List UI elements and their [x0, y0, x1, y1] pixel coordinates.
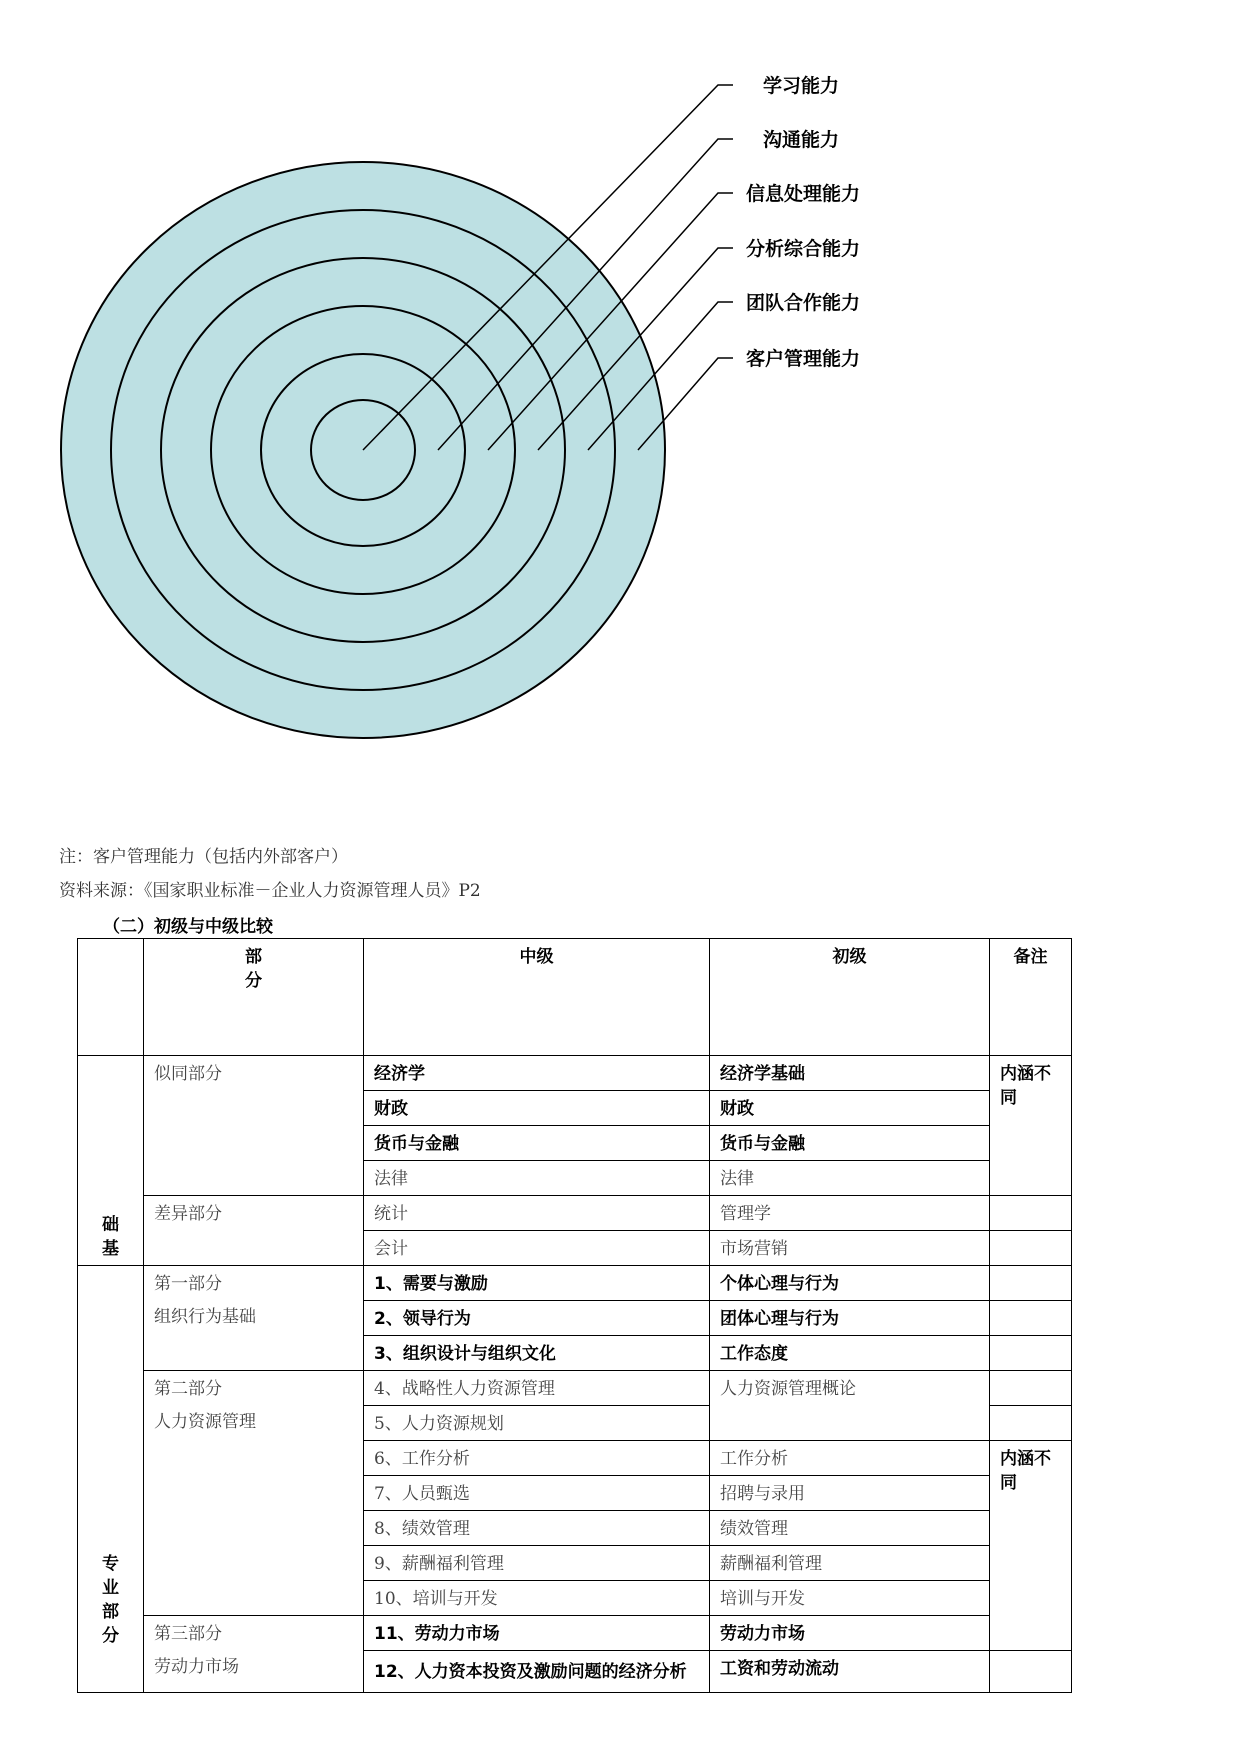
header-blank [78, 939, 144, 1056]
cell-remark [990, 1336, 1072, 1371]
header-mid-level: 中级 [364, 939, 710, 1056]
header-part [144, 939, 364, 1056]
cell-junior: 货币与金融 [710, 1126, 990, 1161]
remark-content-differs: 内涵不同 [990, 1441, 1072, 1651]
cell-mid: 11、劳动力市场 [364, 1616, 710, 1651]
cell-remark [990, 1196, 1072, 1231]
cell-junior: 人力资源管理概论 [710, 1371, 990, 1441]
section-part2 [144, 1371, 364, 1616]
label-customer-management: 客户管理能力 [746, 348, 861, 370]
section-difference: 差异部分 [144, 1196, 364, 1266]
label-communication: 沟通能力 [763, 129, 840, 151]
header-junior-level: 初级 [710, 939, 990, 1056]
cell-remark [990, 1266, 1072, 1301]
diagram-labels [746, 74, 860, 370]
note-customer-management: 注：客户管理能力（包括内外部客户） [59, 847, 348, 867]
table-row [78, 1266, 1072, 1301]
cell-mid: 8、绩效管理 [364, 1511, 710, 1546]
label-information-processing: 信息处理能力 [746, 183, 861, 205]
section-part3 [144, 1616, 364, 1693]
cell-mid: 会计 [364, 1231, 710, 1266]
cell-junior: 薪酬福利管理 [710, 1546, 990, 1581]
cell-mid: 经济学 [364, 1056, 710, 1091]
cell-junior: 个体心理与行为 [710, 1266, 990, 1301]
header-remark: 备注 [990, 939, 1072, 1056]
cell-mid: 12、人力资本投资及激励问题的经济分析 [364, 1651, 710, 1693]
header-part-line1: 部 [245, 947, 262, 967]
cell-junior: 工作分析 [710, 1441, 990, 1476]
section-part2-subtitle: 人力资源管理 [154, 1412, 256, 1432]
cell-mid: 7、人员甄选 [364, 1476, 710, 1511]
label-learning: 学习能力 [763, 75, 840, 97]
section-part1-subtitle: 组织行为基础 [154, 1307, 256, 1327]
cell-remark [990, 1406, 1072, 1441]
group-basic: 础 基 [78, 1056, 144, 1266]
section-part2-title: 第二部分 [154, 1379, 222, 1399]
cell-junior: 市场营销 [710, 1231, 990, 1266]
cell-junior: 招聘与录用 [710, 1476, 990, 1511]
competency-circle-diagram [0, 0, 1241, 760]
cell-mid: 6、工作分析 [364, 1441, 710, 1476]
cell-junior: 工资和劳动流动 [710, 1651, 990, 1693]
cell-mid: 5、人力资源规划 [364, 1406, 710, 1441]
comparison-table [77, 938, 1072, 1693]
cell-mid: 财政 [364, 1091, 710, 1126]
cell-mid: 货币与金融 [364, 1126, 710, 1161]
cell-junior: 团体心理与行为 [710, 1301, 990, 1336]
cell-junior: 劳动力市场 [710, 1616, 990, 1651]
section-similar: 似同部分 [144, 1056, 364, 1196]
section-part3-subtitle: 劳动力市场 [154, 1657, 239, 1677]
cell-mid: 3、组织设计与组织文化 [364, 1336, 710, 1371]
cell-remark [990, 1231, 1072, 1266]
cell-mid: 4、战略性人力资源管理 [364, 1371, 710, 1406]
table-header-row [78, 939, 1072, 1056]
cell-junior: 培训与开发 [710, 1581, 990, 1616]
table-row [78, 1371, 1072, 1406]
cell-remark [990, 1651, 1072, 1693]
cell-remark [990, 1371, 1072, 1406]
label-teamwork: 团队合作能力 [746, 292, 861, 314]
group-professional-label: 专业部分 [102, 1554, 119, 1646]
remark-content-differs: 内涵不同 [990, 1056, 1072, 1196]
cell-junior: 法律 [710, 1161, 990, 1196]
section-part3-title: 第三部分 [154, 1624, 222, 1644]
cell-junior: 财政 [710, 1091, 990, 1126]
table-row [78, 1616, 1072, 1651]
cell-mid: 2、领导行为 [364, 1301, 710, 1336]
cell-junior: 经济学基础 [710, 1056, 990, 1091]
cell-mid: 10、培训与开发 [364, 1581, 710, 1616]
table-row [78, 1196, 1072, 1231]
table-row [78, 1056, 1072, 1091]
cell-junior: 绩效管理 [710, 1511, 990, 1546]
cell-junior: 工作态度 [710, 1336, 990, 1371]
cell-mid: 1、需要与激励 [364, 1266, 710, 1301]
cell-mid: 9、薪酬福利管理 [364, 1546, 710, 1581]
cell-junior: 管理学 [710, 1196, 990, 1231]
cell-remark [990, 1301, 1072, 1336]
section-part1-title: 第一部分 [154, 1274, 222, 1294]
section-part1 [144, 1266, 364, 1371]
note-source: 资料来源：《国家职业标准－企业人力资源管理人员》P2 [59, 881, 481, 901]
group-professional [78, 1266, 144, 1693]
section-title: （二）初级与中级比较 [103, 917, 273, 937]
cell-mid: 法律 [364, 1161, 710, 1196]
header-part-line2: 分 [245, 971, 262, 991]
cell-mid: 统计 [364, 1196, 710, 1231]
label-analysis-synthesis: 分析综合能力 [746, 238, 861, 260]
